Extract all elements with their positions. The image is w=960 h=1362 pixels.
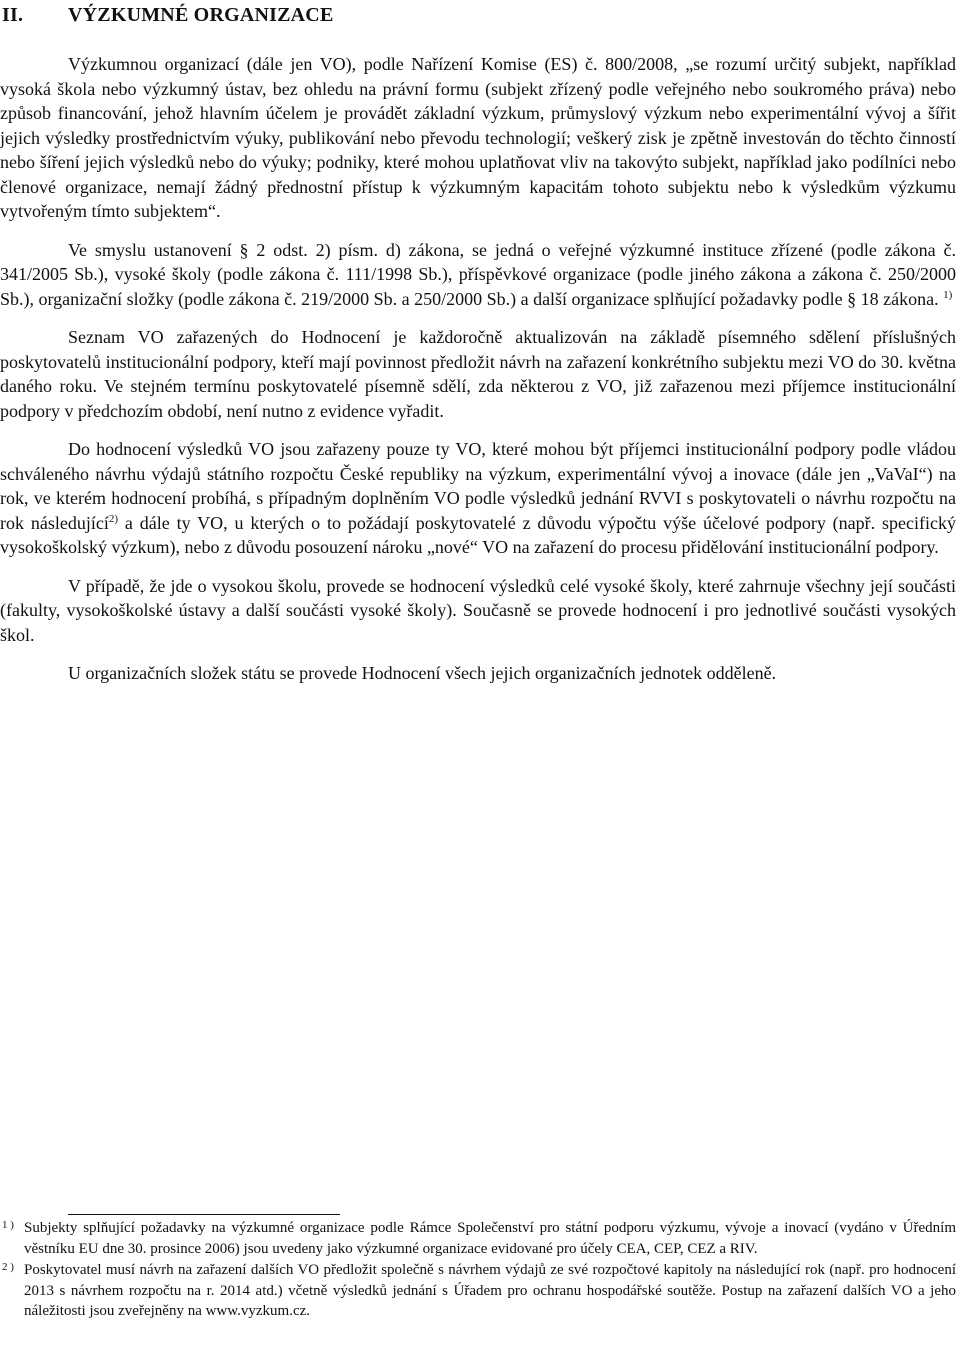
paragraph-university: V případě, že jde o vysokou školu, provede se hodnocení výsledků celé vysoké školy, které zahrnuje všechny její součásti (fakulty, vysokoškolské ústavy a další součásti vysoké školy). Současně se provede hodnocení i pro jednotlivé součásti vysokých škol. [0, 575, 956, 645]
section-title: VÝZKUMNÉ ORGANIZACE [68, 4, 334, 26]
document-body [0, 52, 956, 700]
footnote-ref-1: 1) [943, 288, 953, 301]
section-number: II. [2, 4, 24, 26]
paragraph-legal-basis: Ve smyslu ustanovení § 2 odst. 2) písm. d) zákona, se jedná o veřejné výzkumné instituce zřízené (podle zákona č. 341/2005 Sb.), vysoké školy (podle zákona č. 111/1998 Sb.), příspěvkové organizace (podle jiného zákona a zákona č. 250/2000 Sb.), organizační složky (podle zákona č. 219/2000 Sb. a 250/2000 Sb.) a další organizace splňující požadavky podle § 18 zákona. $^{1)}$ [0, 239, 956, 309]
footnote-separator [68, 1214, 340, 1215]
footnote-2 [0, 1260, 956, 1322]
footnote-text: Subjekty splňující požadavky na výzkumné organizace podle Rámce Společenství pro státní podporu výzkumu, vývoje a inovací (vydáno v Úředním věstníku EU dne 30. prosince 2006) jsou uvedeny jako výzkumné organizace evidované pro účely CEA, CEP, CEZ a RIV. [24, 1220, 956, 1257]
paragraph-definition: Výzkumnou organizací (dále jen VO), podle Nařízení Komise (ES) č. 800/2008, „se rozumí určitý subjekt, například vysoká škola nebo výzkumný ústav, bez ohledu na právní formu (subjekt zřízený podle veřejného nebo soukromého práva) nebo způsob financování, jehož hlavním účelem je provádět základní výzkum, průmyslový výzkum nebo experimentální vývoj a šířit jejich výsledky prostřednictvím výuky, publikování nebo převodu technologií; veškerý zisk je zpětně investován do těchto činností nebo šíření jejich výsledků nebo do výuky; podniky, které mohou uplatňovat vliv na takovýto subjekt, například jako podílníci nebo členové organizace, nemají žádný přednostní přístup k výzkumným kapacitám tohoto subjektu nebo k výsledkům výzkumu vytvořeným tímto subjektem“. [0, 54, 956, 221]
footnote-1 [0, 1218, 956, 1259]
footnote-mark: 1 ) [2, 1219, 14, 1231]
footnote-text: Poskytovatel musí návrh na zařazení dalších VO předložit společně s návrhem výdajů ze své rozpočtové kapitoly na následující rok (např. pro hodnocení 2013 s návrhem rozpočtu na r. 2014 atd.) včetně výsledků jednání s Úřadem pro ochranu hospodářské soutěže. Postup na zařazení dalších VO a jeho náležitosti jsou zveřejněny na www.vyzkum.cz. [24, 1262, 956, 1319]
paragraph-list-update: Seznam VO zařazených do Hodnocení je každoročně aktualizován na základě písemného sdělení příslušných poskytovatelů institucionální podpory, kteří mají povinnost předložit návrh na zařazení konkrétního subjektu mezi VO do 30. května daného roku. Ve stejném termínu poskytovatelé písemně sdělí, zda některou z VO, již zařazenou mezi příjemce institucionální podpory v předchozím období, není nutno z evidence vyřadit. [0, 327, 956, 421]
footnote-ref-2: 2) [108, 512, 119, 525]
section-heading [2, 4, 333, 27]
footnotes [0, 1218, 956, 1323]
footnote-mark: 2 ) [2, 1261, 14, 1273]
paragraph-state-units: U organizačních složek státu se provede Hodnocení všech jejich organizačních jednotek odděleně. [68, 663, 777, 683]
paragraph-evaluation-scope: Do hodnocení výsledků VO jsou zařazeny pouze ty VO, které mohou být příjemci institucionální podpory podle vládou schváleného návrhu výdajů státního rozpočtu České republiky na výzkum, experimentální vývoj a inovace (dále jen „VaVaI“) na rok, ve kterém hodnocení probíhá, s případným doplněním VO podle výsledků jednání RVVI s poskytovateli o návrhu rozpočtu na rok následující$^{2)}$ a dále ty VO, u kterých o to požádají poskytovatelé z důvodu výpočtu výše účelové podpory (např. specifický vysokoškolský výzkum), nebo z důvodu posouzení nároku „nové“ VO na zařazení do procesu přidělování institucionální podpory. [0, 439, 956, 557]
